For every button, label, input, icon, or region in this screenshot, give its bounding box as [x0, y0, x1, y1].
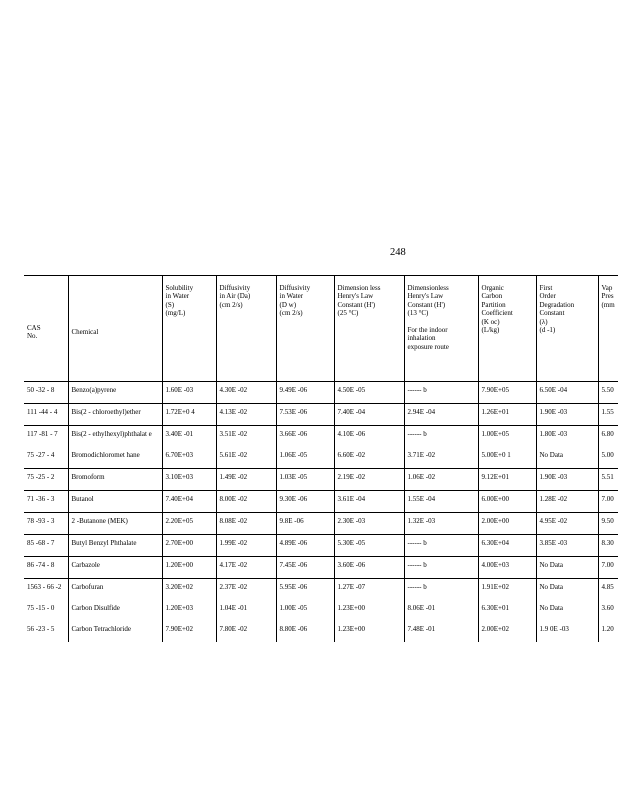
cas-number-cell: 75 -15 - 0 [24, 600, 68, 621]
header-line: Constant [539, 309, 565, 318]
solubility-cell: 2.20E+05 [162, 513, 216, 535]
cas-number-cell: 85 -68 - 7 [24, 535, 68, 557]
diffusivity-water-cell: 3.66E -06 [276, 426, 334, 448]
cas-number-cell: 78 -93 - 3 [24, 513, 68, 535]
henrys-law-25c-cell: 3.61E -04 [334, 491, 404, 513]
table-row [24, 600, 618, 621]
header-line: (25 °C) [337, 309, 359, 318]
degradation-cell: 1.9 0E -03 [536, 621, 598, 642]
header-line: Dimension less [337, 284, 381, 292]
vapor-pressure-cell: 4.85 [601, 583, 614, 591]
henrys-law-25c-cell: 2.19E -02 [334, 469, 404, 491]
header-line: Diffusivity [279, 284, 311, 292]
header-line: Henry's Law [407, 292, 444, 301]
header-line: Diffusivity [219, 284, 251, 292]
diffusivity-water-cell: 5.95E -06 [276, 579, 334, 601]
henrys-law-25c-cell: 5.30E -05 [334, 535, 404, 557]
vapor-pressure-cell: 6.80 [601, 430, 614, 438]
solubility-cell: 1.20E+00 [162, 557, 216, 579]
table-header-row [24, 276, 618, 382]
koc-cell: 2.00E+00 [478, 513, 536, 535]
degradation-cell: No Data [536, 447, 598, 469]
header-line: Vap [601, 284, 613, 292]
diffusivity-water-cell: 1.00E -05 [276, 600, 334, 621]
table-row [24, 535, 618, 557]
solubility-cell: 3.20E+02 [162, 579, 216, 601]
henrys-law-13c-cell: ------ b [404, 535, 478, 557]
diffusivity-water-cell: 9.49E -06 [276, 382, 334, 404]
header-line: Degradation [539, 300, 575, 309]
vapor-pressure-cell: 5.51 [598, 469, 618, 491]
header-line: Chemical [71, 327, 99, 336]
vapor-pressure-cell: 7.00 [598, 491, 618, 513]
header-degradation-constant [536, 276, 598, 382]
table-row [24, 491, 618, 513]
henrys-law-13c-cell: 1.06E -02 [404, 469, 478, 491]
header-line: Dimensionless [407, 284, 449, 292]
koc-cell: 1.91E+02 [478, 579, 536, 601]
table-row [24, 447, 618, 469]
header-line: (d -1) [539, 326, 556, 335]
henrys-law-25c-cell: 1.23E+00 [334, 600, 404, 621]
henrys-law-13c-cell: 8.06E -01 [404, 600, 478, 621]
diffusivity-air-cell: 1.99E -02 [216, 535, 276, 557]
koc-cell: 9.12E+01 [478, 469, 536, 491]
header-line: (K oc) [481, 317, 500, 326]
diffusivity-water-cell: 4.89E -06 [276, 535, 334, 557]
header-line: (cm 2/s) [279, 309, 303, 318]
henrys-law-13c-cell: 3.71E -02 [404, 447, 478, 469]
koc-cell: 6.00E+00 [478, 491, 536, 513]
header-line: exposure route [407, 342, 449, 351]
header-line: in Water [165, 292, 190, 301]
diffusivity-air-cell: 3.51E -02 [216, 426, 276, 448]
degradation-cell: 1.90E -03 [536, 469, 598, 491]
koc-cell: 5.00E+0 1 [478, 447, 536, 469]
header-line: in Air (Da) [219, 292, 251, 301]
diffusivity-air-cell: 1.04E -01 [216, 600, 276, 621]
henrys-law-25c-cell: 6.60E -02 [334, 447, 404, 469]
header-line: (λ) [539, 317, 548, 326]
solubility-cell: 7.90E+02 [162, 621, 216, 642]
koc-cell: 7.90E+05 [478, 382, 536, 404]
solubility-cell: 6.70E+03 [162, 447, 216, 469]
header-line: Organic [481, 284, 504, 292]
chemical-name-cell: Bis(2 - ethylhexyl)phthalat e [68, 426, 162, 448]
henrys-law-13c-cell: 1.32E -03 [404, 513, 478, 535]
header-line: Constant (H') [337, 300, 376, 309]
header-line: (S) [165, 300, 175, 309]
header-line: Henry's Law [337, 292, 374, 301]
header-line: (mg/L) [165, 309, 186, 318]
diffusivity-air-cell: 1.49E -02 [216, 469, 276, 491]
degradation-cell: 1.28E -02 [536, 491, 598, 513]
vapor-pressure-cell: 3.60 [601, 604, 614, 612]
solubility-cell: 2.70E+00 [162, 535, 216, 557]
table-row [24, 382, 618, 404]
vapor-pressure-cell: 8.30 [598, 535, 618, 557]
cas-number-cell: 1563 - 66 -2 [24, 579, 68, 601]
degradation-cell: 1.90E -03 [536, 404, 598, 426]
header-line: First [539, 284, 553, 292]
degradation-cell: No Data [536, 600, 598, 621]
table-row [24, 513, 618, 535]
henrys-law-25c-cell: 4.50E -05 [334, 382, 404, 404]
diffusivity-water-cell: 1.06E -05 [276, 447, 334, 469]
cas-number-cell: 75 -25 - 2 [24, 469, 68, 491]
table-body [24, 382, 618, 643]
chemical-name-cell: Benzo(a)pyrene [68, 382, 162, 404]
koc-cell: 4.00E+03 [478, 557, 536, 579]
header-line: Solubility [165, 284, 194, 292]
chemical-name-cell: Carbon Disulfide [68, 600, 162, 621]
cas-number-cell: 56 -23 - 5 [24, 621, 68, 642]
cas-number-cell: 71 -36 - 3 [24, 491, 68, 513]
diffusivity-air-cell: 8.00E -02 [216, 491, 276, 513]
solubility-cell: 3.40E -01 [162, 426, 216, 448]
header-henrys-law-13c [404, 276, 478, 382]
header-line: (cm 2/s) [219, 300, 243, 309]
degradation-cell: 6.50E -04 [536, 382, 598, 404]
table-row [24, 404, 618, 426]
diffusivity-water-cell: 9.8E -06 [276, 513, 334, 535]
cas-number-cell: 86 -74 - 8 [24, 557, 68, 579]
header-henrys-law-25c [334, 276, 404, 382]
table-row [24, 579, 618, 601]
chemical-name-cell: Carbazole [68, 557, 162, 579]
header-line: CAS [27, 323, 41, 332]
henrys-law-25c-cell: 4.10E -06 [334, 426, 404, 448]
chemical-name-cell: Bromodichloromet hane [68, 447, 162, 469]
henrys-law-13c-cell: ------ b [404, 382, 478, 404]
henrys-law-25c-cell: 7.40E -04 [334, 404, 404, 426]
header-vapor-pressure [598, 276, 618, 382]
header-line: (L/kg) [481, 326, 500, 335]
header-line: inhalation [407, 334, 436, 343]
henrys-law-13c-cell: ------ b [404, 557, 478, 579]
chemical-name-cell: Bis(2 - chloroethyl)ether [68, 404, 162, 426]
cas-number-cell: 75 -27 - 4 [24, 447, 68, 469]
vapor-pressure-cell: 5.00 [598, 447, 618, 469]
header-organic-carbon-partition [478, 276, 536, 382]
henrys-law-13c-cell: ------ b [404, 579, 478, 601]
solubility-cell: 7.40E+04 [162, 491, 216, 513]
vapor-pressure-cell: 7.00 [598, 557, 618, 579]
vapor-pressure-cell: 9.50 [598, 513, 618, 535]
henrys-law-25c-cell: 1.23E+00 [334, 621, 404, 642]
koc-cell: 1.26E+01 [478, 404, 536, 426]
header-line: (13 °C) [407, 309, 429, 318]
header-solubility [162, 276, 216, 382]
degradation-cell: 4.95E -02 [536, 513, 598, 535]
solubility-cell: 1.20E+03 [162, 600, 216, 621]
header-line: Carbon [481, 292, 503, 301]
chemical-properties-table-container [24, 275, 618, 711]
diffusivity-water-cell: 8.80E -06 [276, 621, 334, 642]
header-line: (mm [601, 300, 615, 309]
koc-cell: 1.00E+05 [478, 426, 536, 448]
header-line: (D w) [279, 300, 297, 309]
degradation-cell: 3.85E -03 [536, 535, 598, 557]
diffusivity-air-cell: 4.30E -02 [216, 382, 276, 404]
chemical-name-cell: Carbofuran [68, 579, 162, 601]
diffusivity-air-cell: 4.17E -02 [216, 557, 276, 579]
table-row [24, 621, 618, 642]
cas-number-cell: 50 -32 - 8 [24, 382, 68, 404]
header-line: Coefficient [481, 309, 513, 318]
diffusivity-air-cell: 8.08E -02 [216, 513, 276, 535]
vapor-pressure-cell: 1.20 [601, 625, 614, 633]
header-diffusivity-water [276, 276, 334, 382]
header-line: in Water [279, 292, 304, 301]
diffusivity-water-cell: 7.53E -06 [276, 404, 334, 426]
koc-cell: 6.30E+01 [478, 600, 536, 621]
header-line: Order [539, 292, 556, 301]
diffusivity-air-cell: 7.80E -02 [216, 621, 276, 642]
koc-cell: 2.00E+02 [478, 621, 536, 642]
diffusivity-water-cell: 1.03E -05 [276, 469, 334, 491]
henrys-law-25c-cell: 1.27E -07 [334, 579, 404, 601]
diffusivity-air-cell: 5.61E -02 [216, 447, 276, 469]
koc-cell: 6.30E+04 [478, 535, 536, 557]
header-line: Partition [481, 300, 506, 309]
diffusivity-air-cell: 4.13E -02 [216, 404, 276, 426]
henrys-law-25c-cell: 3.60E -06 [334, 557, 404, 579]
henrys-law-13c-cell: 2.94E -04 [404, 404, 478, 426]
header-line: No. [27, 332, 38, 340]
diffusivity-air-cell: 2.37E -02 [216, 579, 276, 601]
solubility-cell: 3.10E+03 [162, 469, 216, 491]
header-line [408, 318, 475, 326]
diffusivity-water-cell: 9.30E -06 [276, 491, 334, 513]
solubility-cell: 1.60E -03 [162, 382, 216, 404]
chemical-properties-table [24, 275, 618, 642]
solubility-cell: 1.72E+0 4 [162, 404, 216, 426]
chemical-name-cell: Bromoform [68, 469, 162, 491]
henrys-law-25c-cell: 2.30E -03 [334, 513, 404, 535]
chemical-name-cell: Carbon Tetrachloride [68, 621, 162, 642]
vapor-pressure-cell: 5.50 [598, 382, 618, 404]
table-row [24, 426, 618, 448]
table-row [24, 557, 618, 579]
henrys-law-13c-cell: 1.55E -04 [404, 491, 478, 513]
header-line: Constant (H') [407, 300, 446, 309]
page-number: 248 [390, 247, 406, 258]
henrys-law-13c-cell: 7.48E -01 [404, 621, 478, 642]
header-line: For the indoor [407, 326, 448, 335]
table-row [24, 469, 618, 491]
cas-number-cell: 117 -81 - 7 [24, 426, 68, 448]
degradation-cell: No Data [536, 557, 598, 579]
diffusivity-water-cell: 7.45E -06 [276, 557, 334, 579]
header-line: Pres [601, 292, 614, 301]
cas-number-cell: 111 -44 - 4 [24, 404, 68, 426]
chemical-name-cell: Butanol [68, 491, 162, 513]
header-cas-number [24, 276, 68, 382]
henrys-law-13c-cell: ------ b [404, 426, 478, 448]
chemical-name-cell: 2 -Butanone (MEK) [68, 513, 162, 535]
vapor-pressure-cell: 1.55 [598, 404, 618, 426]
chemical-name-cell: Butyl Benzyl Phthalate [68, 535, 162, 557]
header-diffusivity-air [216, 276, 276, 382]
degradation-cell: 1.80E -03 [536, 426, 598, 448]
header-chemical [68, 276, 162, 382]
degradation-cell: No Data [536, 579, 598, 601]
